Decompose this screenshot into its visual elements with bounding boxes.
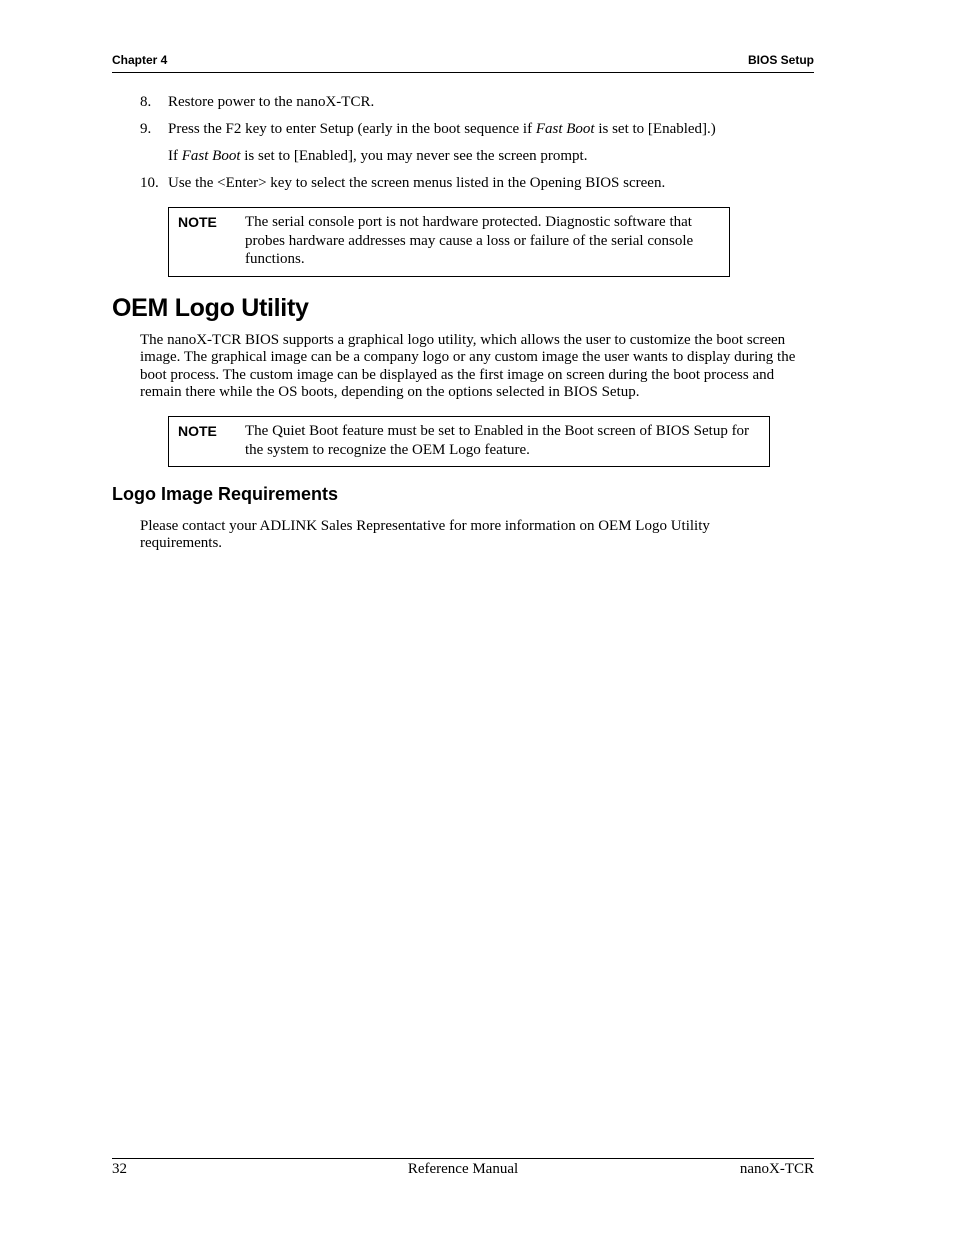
section-title: OEM Logo Utility: [112, 294, 309, 322]
step-text: [168, 121, 716, 137]
page-header: [112, 52, 814, 73]
note-label: NOTE: [178, 423, 217, 439]
step-note-part: If: [168, 148, 182, 164]
step-note-part: is set to [Enabled], you may never see the screen prompt.: [240, 148, 588, 164]
step-number: 10.: [140, 175, 159, 191]
step-text-part: Press the F2 key to enter Setup (early in the boot sequence if: [168, 121, 536, 137]
step-text-part: is set to [Enabled].): [594, 121, 716, 137]
note-text: The serial console port is not hardware protected. Diagnostic software that probes hardware addresses may cause a loss or failure of the serial console functions.: [245, 214, 694, 267]
fast-boot-term: Fast Boot: [535, 121, 595, 137]
document-title: Reference Manual: [407, 1161, 519, 1177]
fast-boot-term: Fast Boot: [181, 148, 241, 164]
chapter-label: Chapter 4: [112, 53, 168, 67]
note-box-quiet-boot: [168, 416, 770, 467]
step-text: Restore power to the nanoX-TCR.: [168, 94, 375, 110]
page-footer: [112, 1158, 814, 1181]
step-text: Use the <Enter> key to select the screen menus listed in the Opening BIOS screen.: [168, 175, 666, 191]
intro-paragraph: The nanoX-TCR BIOS supports a graphical logo utility, which allows the user to customize the boot screen image. The graphical image can be a company logo or any custom image the user wants to display during the boot process. The custom image can be displayed as the first image on screen during the boot process and remain there while the OS boots, depending on the options selected in BIOS Setup.: [140, 332, 796, 400]
note-text: The Quiet Boot feature must be set to Enabled in the Boot screen of BIOS Setup for the system to recognize the OEM Logo feature.: [245, 423, 750, 458]
page-number: 32: [112, 1161, 127, 1177]
product-name: nanoX-TCR: [739, 1161, 814, 1177]
step-10: [140, 174, 820, 192]
requirements-paragraph: Please contact your ADLINK Sales Representative for more information on OEM Logo Utility requirements.: [140, 518, 710, 552]
step-note: [168, 147, 820, 165]
step-number: 9.: [140, 121, 152, 137]
step-8: [140, 93, 820, 111]
step-number: 8.: [140, 94, 152, 110]
subsection-title: Logo Image Requirements: [112, 484, 339, 504]
section-label: BIOS Setup: [747, 53, 814, 67]
step-list: [140, 93, 820, 201]
step-9: [140, 120, 820, 165]
note-box-serial-console: [168, 207, 730, 277]
note-label: NOTE: [178, 214, 217, 230]
